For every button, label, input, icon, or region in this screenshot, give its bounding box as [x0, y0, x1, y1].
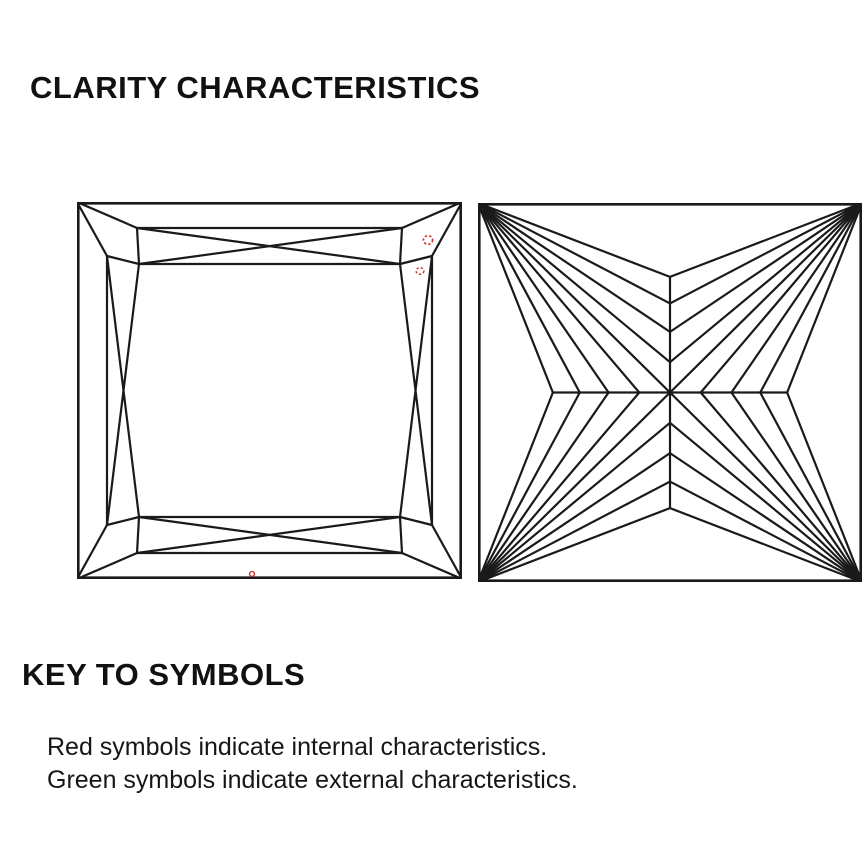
- facet-line: [478, 203, 670, 362]
- facet-line: [787, 203, 862, 393]
- facet-line: [701, 203, 862, 393]
- facet-line: [478, 203, 609, 393]
- facet-line: [731, 393, 862, 583]
- facet-line: [670, 203, 862, 277]
- page-title: CLARITY CHARACTERISTICS: [30, 70, 481, 105]
- facet-line: [478, 393, 580, 583]
- facet-line: [760, 393, 862, 583]
- facet-line: [478, 453, 670, 582]
- facet-line: [787, 393, 862, 583]
- facet-line: [432, 525, 462, 579]
- facet-line: [478, 393, 553, 583]
- facet-line: [670, 203, 862, 393]
- facet-line: [400, 517, 402, 553]
- facet-line: [478, 393, 639, 583]
- facet-line: [478, 203, 670, 303]
- facet-line: [478, 203, 580, 393]
- cloud-symbol-1: [423, 236, 432, 245]
- facet-line: [77, 525, 107, 579]
- facet-line: [478, 423, 670, 582]
- pinpoint-symbol: [250, 572, 255, 577]
- facet-line: [137, 228, 139, 264]
- key-to-symbols-text: [47, 731, 578, 797]
- facet-line: [77, 202, 107, 256]
- facet-line: [77, 202, 137, 228]
- facet-line: [670, 508, 862, 582]
- key-to-symbols-heading: KEY TO SYMBOLS: [22, 657, 306, 692]
- facet-line: [400, 256, 432, 264]
- cloud-symbol-2: [416, 268, 424, 275]
- facet-line: [432, 202, 462, 256]
- facet-line: [760, 203, 862, 393]
- facet-line: [670, 203, 862, 303]
- facet-line: [402, 553, 462, 579]
- crown-view-diagram: [77, 202, 462, 579]
- facet-line: [478, 482, 670, 582]
- facet-line: [478, 203, 670, 393]
- facet-line: [478, 203, 639, 393]
- girdle-outline: [78, 203, 460, 577]
- facet-line: [77, 553, 137, 579]
- facet-line: [478, 393, 609, 583]
- facet-line: [670, 423, 862, 582]
- facet-line: [670, 453, 862, 582]
- facet-line: [670, 393, 862, 583]
- facet-line: [731, 203, 862, 393]
- facet-line: [478, 393, 670, 583]
- facet-line: [402, 202, 462, 228]
- facet-line: [478, 508, 670, 582]
- facet-line: [400, 517, 432, 525]
- facet-line: [478, 203, 553, 393]
- key-line-internal: Red symbols indicate internal characteristics.: [47, 733, 548, 761]
- pavilion-view-diagram: [478, 203, 862, 582]
- facet-line: [137, 517, 139, 553]
- facet-line: [701, 393, 862, 583]
- key-line-external: Green symbols indicate external characteristics.: [47, 766, 578, 794]
- facet-line: [478, 203, 670, 277]
- facet-line: [400, 228, 402, 264]
- facet-line: [670, 482, 862, 582]
- facet-line: [670, 203, 862, 362]
- facet-line: [107, 517, 139, 525]
- facet-line: [478, 203, 670, 332]
- facet-line: [670, 203, 862, 332]
- facet-line: [107, 256, 139, 264]
